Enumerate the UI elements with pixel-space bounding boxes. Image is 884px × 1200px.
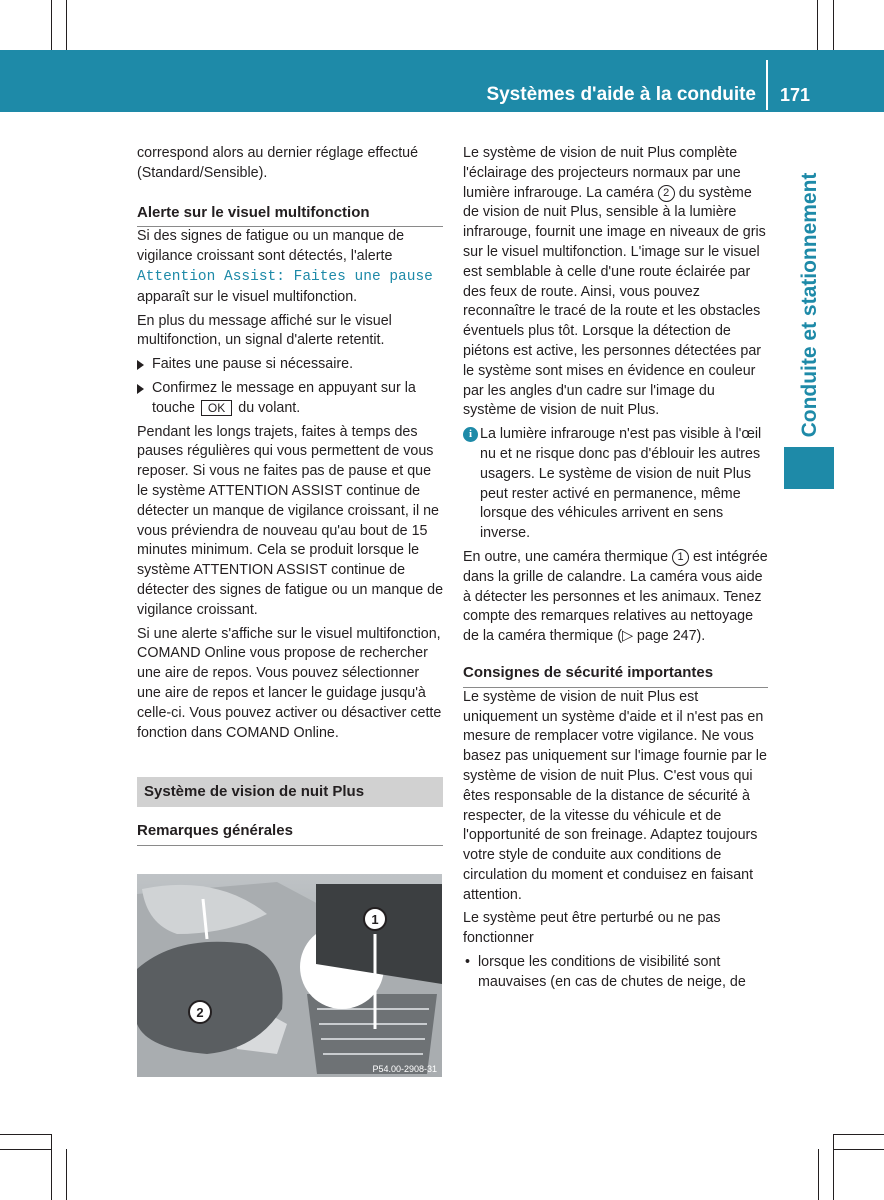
callout-2-label: 2 (196, 1005, 204, 1020)
side-chapter-tab (784, 447, 834, 489)
thermal-text: En outre, une caméra thermique (463, 548, 669, 565)
overview-text-end: du système de vision de nuit Plus, sensible à la lumière infrarouge, fournit une image en niveaux de gris sur le visuel multifonction. L'image sur le visuel est semblable à celle d'une route éclairée par des feux de route. Ainsi, vous pouvez reconnaître le tracé de la route et les obstacles éventuels plus tôt. Lorsque la détection de piétons est active, les personnes détectées par le système sont mises en évidence en couleur par les angles d'un cadre sur l'image du système de vision de nuit Plus. (463, 184, 766, 419)
list-item-text: lorsque les conditions de visibilité sont mauvaises (en cas de chutes de neige, de (478, 954, 746, 990)
right-column (463, 144, 768, 993)
paragraph-pauses: Pendant les longs trajets, faites à temps des pauses régulières qui vous permettent de vous reposer. Si vous ne faites pas de pause et que le système ATTENTION ASSIST continue de détecter un manque de vigilance croissant, il ne vous préviendra de nouveau qu'au bout de 15 minutes minimum. Cela se produit lorsque le système ATTENTION ASSIST continue de détecter des signes de fatigue ou un manque de vigilance croissant. (137, 423, 444, 618)
crop-mark (834, 1149, 884, 1150)
section-title: Système de vision de nuit Plus (137, 777, 443, 807)
display-message: Attention Assist: Faites une pause (137, 268, 433, 285)
crop-mark (51, 1134, 52, 1200)
arrow-bullet-icon (137, 384, 144, 394)
arrow-bullet-icon (137, 360, 144, 370)
crop-mark (0, 1134, 51, 1135)
crop-mark (66, 1149, 67, 1200)
thermal-text-end: est intégrée dans la grille de calandre. La caméra vous aide à détecter les personnes et les animaux. Tenez compte des remarques relatives au nettoyage de la caméra thermique (463, 548, 768, 645)
ok-key-symbol: OK (201, 400, 232, 416)
paragraph-alerte-text: Si des signes de fatigue ou un manque de vigilance croissant sont détectés, l'alerte (137, 228, 405, 265)
callout-ref-icon: 2 (658, 185, 675, 202)
image-code: P54.00-2908-31 (372, 1064, 437, 1074)
overview-text: Le système de vision de nuit Plus complète l'éclairage des projecteurs normaux par une lumière infrarouge. La caméra (463, 145, 741, 201)
car-night-vision-illustration (137, 874, 442, 1077)
intro-paragraph: correspond alors au dernier réglage effectué (Standard/Sensible). (137, 145, 419, 181)
info-text: La lumière infrarouge n'est pas visible à l'œil nu et ne risque donc pas d'éblouir les autres usagers. Le système de vision de nuit Plus peut rester activé en permanence, même lorsque des véhicules arrivent en sens inverse. (480, 426, 762, 542)
paragraph-alerte (137, 227, 443, 307)
header-title: Systèmes d'aide à la conduite (486, 84, 756, 105)
paragraph-thermal (463, 548, 768, 647)
left-column (137, 144, 443, 846)
bullet-dot-icon: • (465, 954, 471, 971)
paragraph-comand: Si une alerte s'affiche sur le visuel multifonction, COMAND Online vous propose de rechercher une aire de repos. Vous pouvez sélectionner une aire de repos et lancer le guidage jusqu'à celle-ci. Vous pouvez activer ou désactiver cette fonction dans COMAND Online. (137, 625, 442, 741)
header-divider (766, 60, 768, 110)
crop-mark (818, 1149, 819, 1200)
paragraph-alerte-text-end: apparaît sur le visuel multifonction. (137, 288, 358, 305)
crop-mark (833, 0, 834, 50)
side-chapter-title: Conduite et stationnement (798, 172, 821, 438)
instruction-text-end: du volant. (238, 399, 301, 416)
list-item (463, 953, 768, 993)
paragraph-safety: Le système de vision de nuit Plus est uniquement un système d'aide et il n'est pas en mesure de remplacer votre vigilance. Ne vous basez pas uniquement sur l'image fournie par le système de vision de nuit Plus. C'est vous qui êtes responsable de la distance de sécurité à respecter, de la vitesse du véhicule et de l'opportunité de son freinage. Adaptez toujours votre style de conduite aux conditions de circulation du moment et conduisez en faisant attention. (463, 688, 767, 903)
info-note (463, 425, 768, 544)
page-number: 171 (780, 85, 811, 105)
paragraph-disturbed: Le système peut être perturbé ou ne pas fonctionner (463, 910, 721, 947)
crop-mark (817, 0, 818, 50)
page-reference: (▷ page 247). (617, 628, 706, 645)
crop-mark (833, 1134, 834, 1200)
instruction-text: Faites une pause si nécessaire. (152, 356, 354, 373)
heading-remarques: Remarques générales (137, 821, 443, 846)
instruction-item (137, 355, 443, 375)
instruction-text: Confirmez le message en appuyant sur la touche (152, 379, 416, 416)
info-icon: i (463, 427, 478, 442)
paragraph-overview (463, 144, 768, 421)
crop-mark (834, 1134, 884, 1135)
crop-mark (66, 0, 67, 50)
heading-alerte: Alerte sur le visuel multifonction (137, 203, 443, 228)
paragraph-signal: En plus du message affiché sur le visuel multifonction, un signal d'alerte retentit. (137, 312, 392, 349)
crop-mark (51, 0, 52, 50)
callout-ref-icon: 1 (672, 549, 689, 566)
callout-1-label: 1 (371, 912, 379, 927)
instruction-item (137, 379, 443, 419)
heading-consignes: Consignes de sécurité importantes (463, 663, 768, 688)
crop-mark (0, 1149, 51, 1150)
